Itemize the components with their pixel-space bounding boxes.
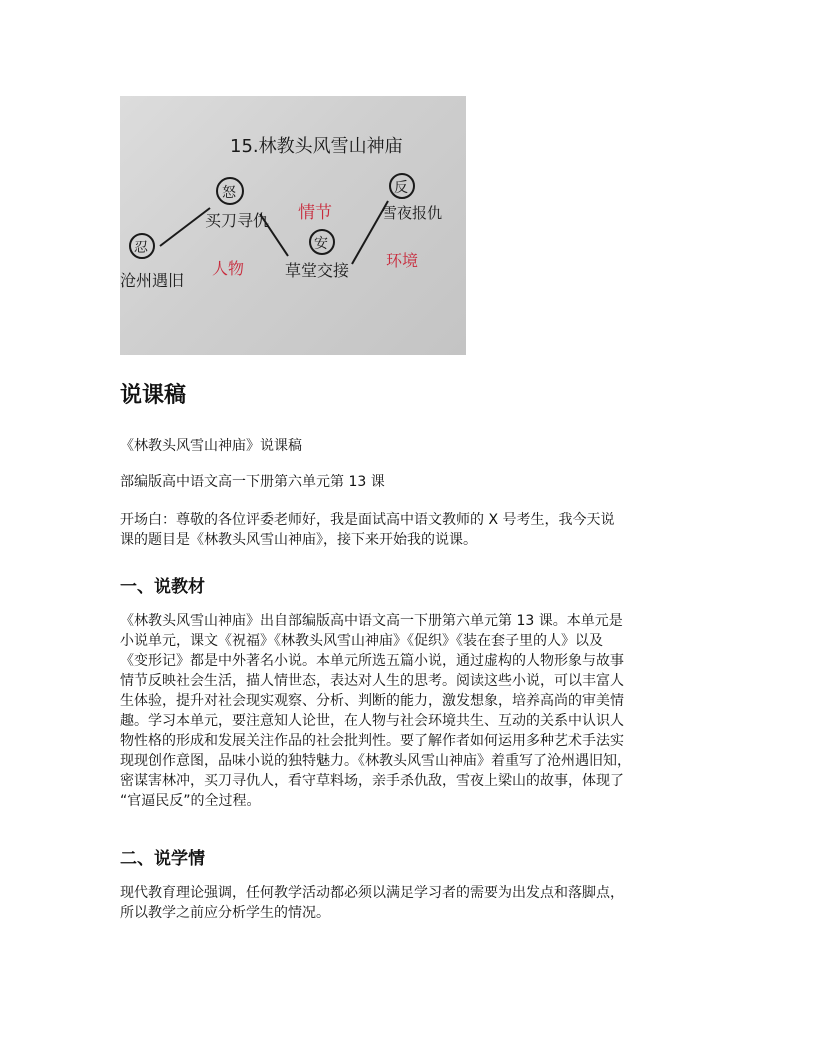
section2-heading: 二、说学情 xyxy=(120,849,205,869)
course-info: 部编版高中语文高一下册第六单元第 13 课 xyxy=(120,474,385,490)
red-label-plot: 情节 xyxy=(298,203,332,223)
section2-paragraph xyxy=(120,883,708,923)
node-circle-text-2: 怒 xyxy=(222,185,236,201)
node-circle-text-1: 忍 xyxy=(134,240,148,256)
section2-line: 所以教学之前应分析学生的情况。 xyxy=(120,905,330,921)
section1-heading: 一、说教材 xyxy=(120,577,205,597)
section1-line: 《变形记》都是中外著名小说。本单元所选五篇小说，通过虚构的人物形象与故事 xyxy=(120,653,624,669)
node-label-2: 买刀寻仇 xyxy=(205,211,270,230)
node-label-3: 草堂交接 xyxy=(285,261,350,280)
section1-line: 密谋害林冲，买刀寻仇人，看守草料场，亲手杀仇敌，雪夜上梁山的故事，体现了 xyxy=(120,773,624,789)
opening-paragraph xyxy=(120,510,708,550)
section1-line: 现现创作意图，品味小说的独特魅力。《林教头风雪山神庙》着重写了沧州遇旧知， xyxy=(120,753,631,769)
opening-line: 课的题目是《林教头风雪山神庙》，接下来开始我的说课。 xyxy=(120,532,477,548)
section1-line: 情节反映社会生活，描人情世态，表达对人生的思考。阅读这些小说，可以丰富人 xyxy=(120,673,624,689)
section1-line: 趣。学习本单元，要注意知人论世，在人物与社会环境共生、互动的关系中认识人 xyxy=(120,713,624,729)
page-title: 说课稿 xyxy=(120,383,187,408)
section1-line: 《林教头风雪山神庙》出自部编版高中语文高一下册第六单元第 13 课。本单元是 xyxy=(120,613,623,629)
section1-paragraph xyxy=(120,611,708,811)
section1-line: 物性格的形成和发展关注作品的社会批判性。要了解作者如何运用多种艺术手法实 xyxy=(120,733,624,749)
section1-line: “官逼民反”的全过程。 xyxy=(120,793,261,809)
red-label-environment: 环境 xyxy=(386,251,419,270)
node-circle-text-3: 安 xyxy=(314,236,328,252)
handwritten-diagram xyxy=(120,96,466,355)
red-label-character: 人物 xyxy=(212,259,245,278)
node-circle-text-4: 反 xyxy=(394,180,408,196)
node-label-4: 雪夜报仇 xyxy=(382,204,443,222)
stroke-1 xyxy=(160,208,210,246)
diagram-heading: 15.林教头风雪山神庙 xyxy=(230,136,403,157)
opening-line: 开场白：尊敬的各位评委老师好，我是面试高中语文教师的 X 号考生，我今天说 xyxy=(120,512,615,528)
section1-line: 小说单元，课文《祝福》《林教头风雪山神庙》《促织》《装在套子里的人》以及 xyxy=(120,633,603,649)
lesson-diagram-photo xyxy=(120,96,466,355)
section2-line: 现代教育理论强调，任何教学活动都必须以满足学习者的需要为出发点和落脚点， xyxy=(120,885,624,901)
subtitle: 《林教头风雪山神庙》说课稿 xyxy=(120,438,302,454)
section1-line: 生体验，提升对社会现实观察、分析、判断的能力，激发想象，培养高尚的审美情 xyxy=(120,693,624,709)
node-label-1: 沧州遇旧 xyxy=(120,271,185,290)
